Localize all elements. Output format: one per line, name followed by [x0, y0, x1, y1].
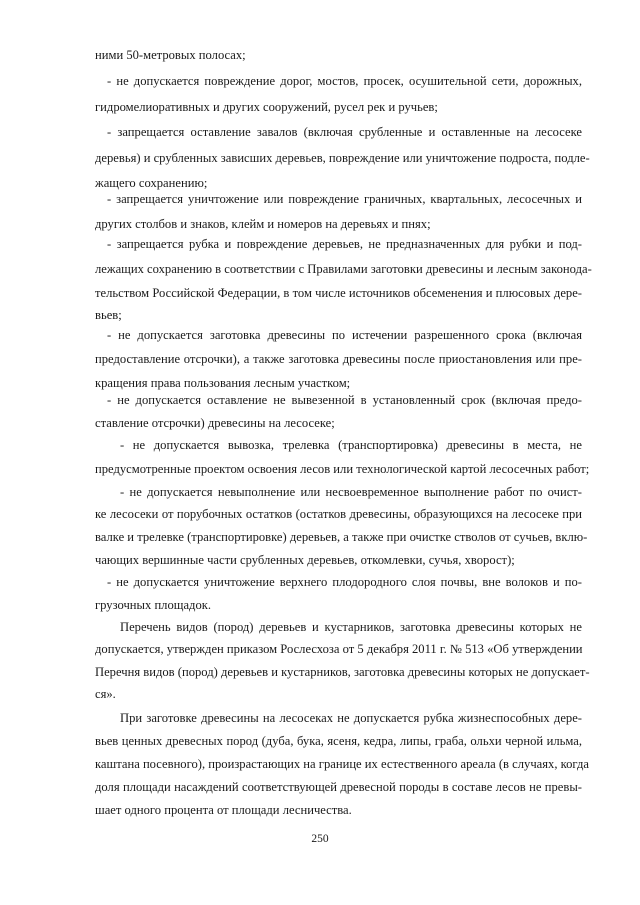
- text-line: - не допускается вывозка, трелевка (транспортировка) древесины в места, не: [120, 438, 582, 452]
- text-line: ними 50-метровых полосах;: [95, 48, 246, 62]
- text-line: каштана посевного), произрастающих на границе их естественного ареала (в случаях, когда: [95, 757, 589, 771]
- text-line: ке лесосеки от порубочных остатков (остатков древесины, образующихся на лесосеке при: [95, 507, 582, 521]
- text-line: При заготовке древесины на лесосеках не допускается рубка жизнеспособных дере-: [120, 711, 582, 725]
- text-line: жащего сохранению;: [95, 176, 208, 190]
- text-line: Перечня видов (пород) деревьев и кустарников, заготовка древесины которых не допускает-: [95, 665, 590, 679]
- text-line: - запрещается рубка и повреждение деревьев, не предназначенных для рубки и под-: [107, 237, 582, 251]
- text-line: - запрещается оставление завалов (включая срубленные и оставленные на лесосеке: [107, 125, 582, 139]
- text-line: Перечень видов (пород) деревьев и кустарников, заготовка древесины которых не: [120, 620, 582, 634]
- text-line: других столбов и знаков, клейм и номеров на деревьях и пнях;: [95, 217, 431, 231]
- text-line: шает одного процента от площади лесничества.: [95, 803, 352, 817]
- text-line: предусмотренные проектом освоения лесов или технологической картой лесосечных работ;: [95, 462, 590, 476]
- text-line: грузочных площадок.: [95, 598, 212, 612]
- text-line: кращения права пользования лесным участком;: [95, 376, 351, 390]
- text-line: валке и трелевке (транспортировке) деревьев, а также при очистке стволов от сучьев, вклю-: [95, 530, 588, 544]
- text-line: чающих вершинные части срубленных деревьев, откомлевки, сучья, хворост);: [95, 553, 515, 567]
- text-line: деревья) и срубленных зависших деревьев, повреждение или уничтожение подроста, подле-: [95, 151, 590, 165]
- text-line: предоставление отсрочки), а также заготовка древесины после приостановления или пре-: [95, 352, 582, 366]
- text-line: вьев;: [95, 308, 122, 322]
- text-line: - не допускается повреждение дорог, мостов, просек, осушительной сети, дорожных,: [107, 74, 582, 88]
- text-line: - не допускается уничтожение верхнего плодородного слоя почвы, вне волоков и по-: [107, 575, 582, 589]
- text-line: лежащих сохранению в соответствии с Правилами заготовки древесины и лесным законода-: [95, 262, 592, 276]
- text-line: - не допускается заготовка древесины по истечении разрешенного срока (включая: [107, 328, 582, 342]
- text-line: гидромелиоративных и других сооружений, русел рек и ручьев;: [95, 100, 438, 114]
- text-line: ся».: [95, 687, 116, 701]
- text-line: - не допускается оставление не вывезенной в установленный срок (включая предо-: [107, 393, 582, 407]
- text-line: доля площади насаждений соответствующей древесной породы в составе лесов не превы-: [95, 780, 582, 794]
- text-line: вьев ценных древесных пород (дуба, бука, ясеня, кедра, липы, граба, ольхи черной ильма,: [95, 734, 582, 748]
- text-line: - запрещается уничтожение или повреждение граничных, квартальных, лесосечных и: [107, 192, 582, 206]
- text-line: ставление отсрочки) древесины на лесосеке;: [95, 416, 335, 430]
- text-line: допускается, утвержден приказом Рослесхоза от 5 декабря 2011 г. № 513 «Об утверждении: [95, 642, 583, 656]
- text-line: - не допускается невыполнение или несвоевременное выполнение работ по очист-: [120, 485, 582, 499]
- page-number: 250: [311, 833, 329, 845]
- text-line: тельством Российской Федерации, в том числе источников обсеменения и плюсовых дере-: [95, 286, 582, 300]
